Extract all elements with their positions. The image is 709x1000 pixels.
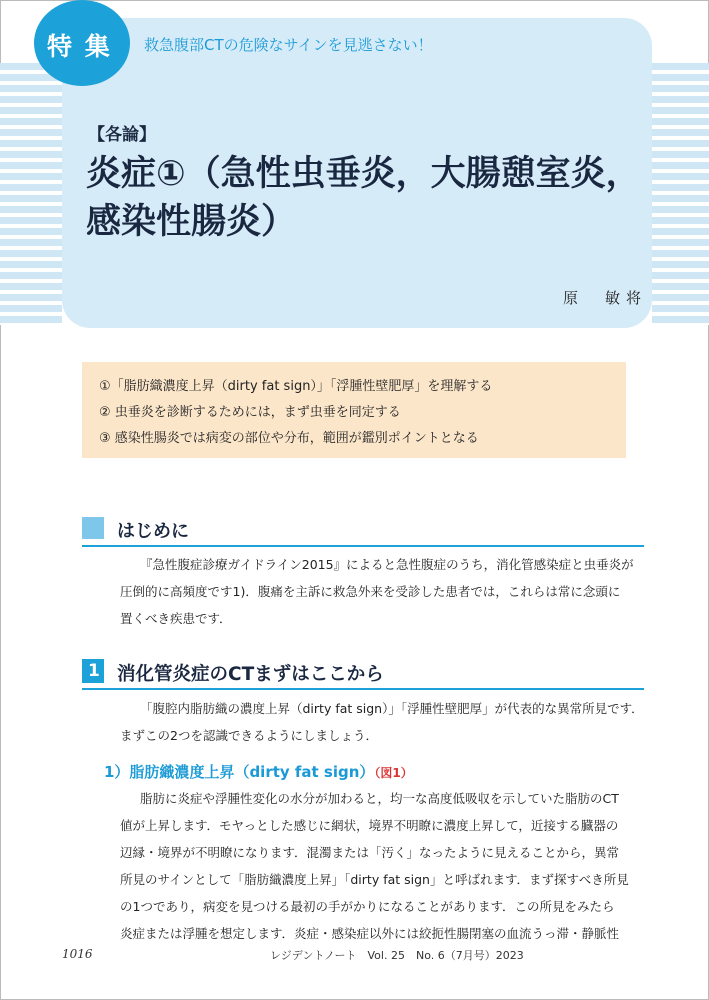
subsection-paragraph: [120, 785, 645, 947]
paragraph-line: まずこの2つを認識できるようにしましょう．: [120, 728, 378, 743]
section-heading-rule: [82, 688, 644, 690]
article-title: [86, 150, 641, 246]
figure-reference: （図1）: [374, 766, 413, 780]
journal-footer: レジデントノート Vol. 25 No. 6（7月号）2023: [270, 949, 524, 962]
article-title-line-2: 感染性腸炎）: [86, 202, 297, 242]
subsection-heading: [104, 761, 413, 782]
paragraph-line: 炎症または浮腫を想定します．炎症・感染症以外には絞扼性腸閉塞の血流うっ滞・静脈性: [120, 926, 620, 941]
article-category: 【各論】: [88, 125, 156, 145]
paragraph-line: 「腹腔内脂肪織の濃度上昇（dirty fat sign）」「浮腫性壁肥厚」が代表的な異常所見です．: [140, 701, 644, 716]
key-points-box: [82, 362, 626, 458]
author-name: 原 敏将: [563, 289, 648, 307]
paragraph-line: の1つであり，病変を見つける最初の手がかりになることがあります．この所見をみたら: [120, 899, 615, 914]
section1-paragraph: [120, 695, 645, 749]
article-title-line-1: 炎症①（急性虫垂炎，大腸憩室炎，: [86, 154, 641, 194]
right-stripe-band: [652, 63, 709, 325]
feature-subtitle: 救急腹部CTの危険なサインを見逃さない！: [144, 36, 433, 54]
key-point: ①「脂肪織濃度上昇（dirty fat sign）」「浮腫性壁肥厚」を理解する: [99, 379, 493, 394]
intro-heading: はじめに: [117, 521, 189, 542]
intro-paragraph: [120, 551, 645, 632]
paragraph-line: 圧倒的に高頻度です1)．腹痛を主訴に救急外来を受診した患者では，これらは常に念頭に: [120, 584, 621, 599]
paragraph-line: 置くべき疾患です．: [120, 611, 232, 626]
paragraph-line: 所見のサインとして「脂肪織濃度上昇」「dirty fat sign」と呼ばれます．まず探すべき所見: [120, 872, 629, 887]
paragraph-line: 脂肪に炎症や浮腫性変化の水分が加わると，均一な高度低吸収を示していた脂肪のCT: [140, 791, 619, 806]
key-point: ② 虫垂炎を診断するためには，まず虫垂を同定する: [99, 405, 401, 420]
intro-heading-rule: [82, 545, 644, 547]
paragraph-line: 『急性腹症診療ガイドライン2015』によると急性腹症のうち，消化管感染症と虫垂炎が: [140, 557, 634, 572]
section-heading: 消化管炎症のCTまずはここから: [117, 664, 384, 685]
intro-heading-marker: [82, 517, 104, 539]
section-number: 1: [88, 661, 100, 681]
paragraph-line: 値が上昇します．モヤっとした感じに網状，境界不明瞭に濃度上昇して，近接する臓器の: [120, 818, 619, 833]
subsection-heading-text: 1）脂肪織濃度上昇（dirty fat sign）: [104, 763, 375, 781]
paragraph-line: 辺縁・境界が不明瞭になります．混濁または「汚く」なったように見えることから，異常: [120, 845, 620, 860]
left-stripe-band: [0, 63, 62, 325]
key-point: ③ 感染性腸炎では病変の部位や分布，範囲が鑑別ポイントとなる: [99, 431, 479, 446]
page-number: 1016: [62, 947, 93, 961]
feature-badge-label: 特 集: [47, 32, 112, 61]
